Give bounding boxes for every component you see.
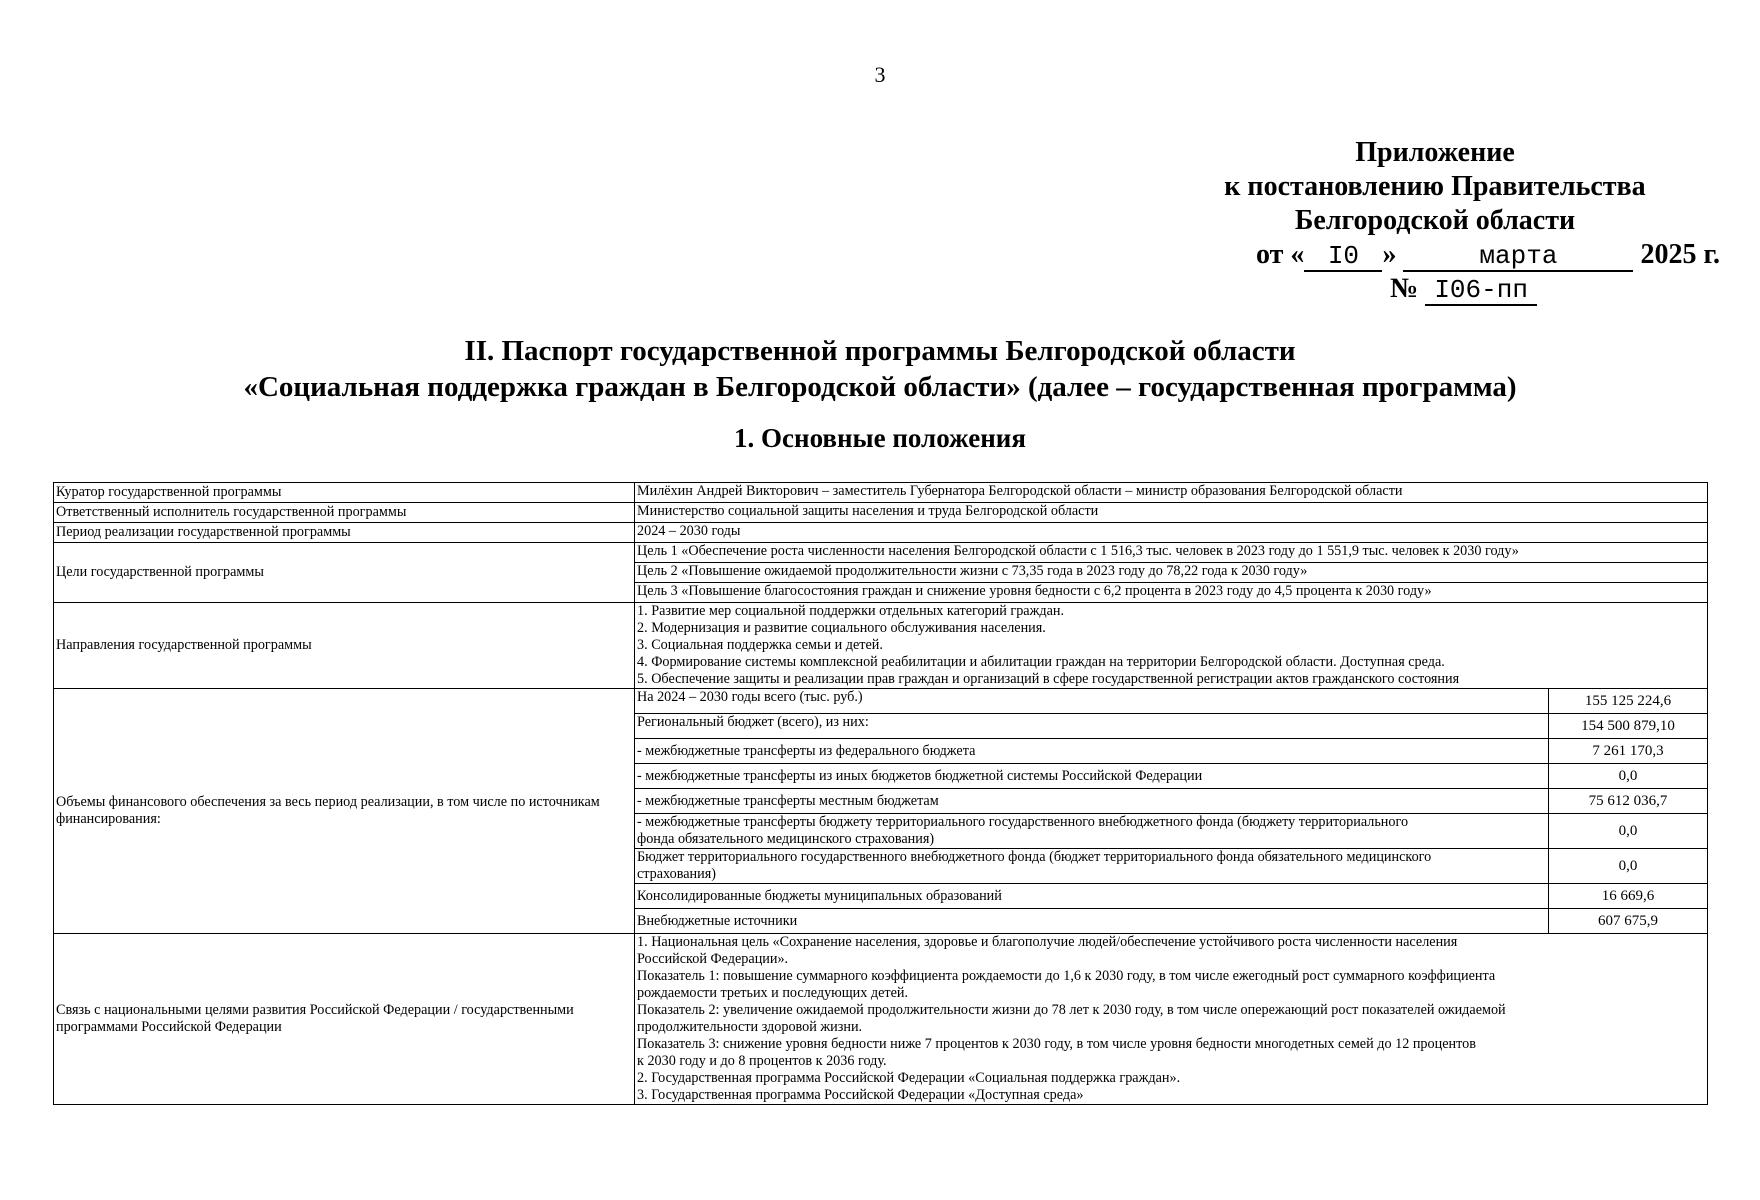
financing-amount: 0,0 [1549,814,1708,849]
period-value: 2024 – 2030 годы [635,523,1708,543]
national-line: Российской Федерации». [637,951,789,967]
curator-label: Куратор государственной программы [54,483,635,503]
financing-amount: 0,0 [1549,849,1708,884]
national-line: Показатель 2: увеличение ожидаемой продолжительности жизни до 78 лет к 2030 году, в том числе опережающий рост показателей ожидаемой [637,1002,1506,1018]
financing-amount: 607 675,9 [1549,909,1708,934]
financing-item-text: Бюджет территориального государственного внебюджетного фонда (бюджет территориального фонда обязательного медицинского страхования) [637,849,1432,882]
goals-label: Цели государственной программы [54,543,635,603]
national-line: продолжительности здоровой жизни. [637,1019,863,1035]
national-line: к 2030 году и до 8 процентов к 2036 году. [637,1053,887,1069]
goal-item: Цель 3 «Повышение благосостояния граждан и снижение уровня бедности с 6,2 процента в 2023 году до 4,5 процента к 2030 году» [635,583,1708,603]
financing-item [635,814,1549,849]
number-prefix: № [1390,273,1419,304]
executor-label: Ответственный исполнитель государственной программы [54,503,635,523]
national-line: рождаемости третьих и последующих детей. [637,985,909,1001]
number-value: I06-пп [1425,276,1537,306]
financing-item: Внебюджетные источники [635,909,1549,934]
national-label: Связь с национальными целями развития Российской Федерации / государственными программами Российской Федерации [54,934,635,1105]
national-value [635,934,1708,1105]
direction-item: 2. Модернизация и развитие социального обслуживания населения. [637,620,1046,636]
passport-table [53,482,1708,1105]
table-row-period [54,523,1708,543]
national-line: Показатель 3: снижение уровня бедности ниже 7 процентов к 2030 году, в том числе уровня бедности многодетных семей до 12 процентов [637,1036,1476,1052]
appendix-line-2: к постановлению Правительства [1224,171,1646,202]
heading-line-1: II. Паспорт государственной программы Белгородской области [464,335,1296,367]
financing-amount: 0,0 [1549,764,1708,789]
national-line: Показатель 1: повышение суммарного коэффициента рождаемости до 1,6 к 2030 году, в том числе ежегодный рост суммарного коэффициента [637,968,1496,984]
financing-item: - межбюджетные трансферты из федерального бюджета [635,739,1549,764]
financing-amount: 155 125 224,6 [1549,689,1708,714]
goal-item: Цель 2 «Повышение ожидаемой продолжительности жизни с 73,35 года в 2023 году до 78,22 года к 2030 году» [635,563,1708,583]
table-row-goal [54,543,1708,563]
appendix-number [1150,272,1720,306]
executor-value: Министерство социальной защиты населения и труда Белгородской области [635,503,1708,523]
financing-item: Консолидированные бюджеты муниципальных образований [635,884,1549,909]
direction-item: 3. Социальная поддержка семьи и детей. [637,637,883,653]
financing-item: - межбюджетные трансферты из иных бюджетов бюджетной системы Российской Федерации [635,764,1549,789]
financing-label: Объемы финансового обеспечения за весь период реализации, в том числе по источникам финансирования: [54,689,635,934]
financing-amount: 75 612 036,7 [1549,789,1708,814]
date-prefix: от « [1256,239,1305,270]
table-row-directions [54,603,1708,689]
financing-item-text: - межбюджетные трансферты бюджету территориального государственного внебюджетного фонда (бюджету территориального фонда обязательного медицинского страхования) [637,814,1409,847]
financing-item: На 2024 – 2030 годы всего (тыс. руб.) [635,689,1549,714]
national-line: 2. Государственная программа Российской Федерации «Социальная поддержка граждан». [637,1070,1181,1086]
direction-item: 1. Развитие мер социальной поддержки отдельных категорий граждан. [637,603,1065,619]
financing-amount: 7 261 170,3 [1549,739,1708,764]
national-line: 1. Национальная цель «Сохранение населения, здоровье и благополучие людей/обеспечение устойчивого роста численности населения [637,934,1458,950]
financing-item: Региональный бюджет (всего), из них: [635,714,1549,739]
national-line: 3. Государственная программа Российской Федерации «Доступная среда» [637,1087,1084,1103]
date-day: I0 [1304,242,1382,272]
period-label: Период реализации государственной программы [54,523,635,543]
directions-label: Направления государственной программы [54,603,635,689]
section-title: 1. Основные положения [734,423,1026,453]
financing-amount: 154 500 879,10 [1549,714,1708,739]
goal-item: Цель 1 «Обеспечение роста численности населения Белгородской области с 1 516,3 тыс. человек в 2023 году до 1 551,9 тыс. человек к 2030 году» [635,543,1708,563]
direction-item: 5. Обеспечение защиты и реализации прав граждан и организаций в сфере государственной регистрации актов гражданского состояния [637,671,1460,687]
appendix-date [1150,238,1720,272]
appendix-title: Приложение [1355,137,1515,168]
table-row-curator [54,483,1708,503]
appendix-block [1150,136,1720,306]
financing-item: - межбюджетные трансферты местным бюджетам [635,789,1549,814]
directions-value [635,603,1708,689]
financing-item [635,849,1549,884]
page-number: 3 [874,62,886,87]
date-month: марта [1403,242,1633,272]
appendix-line-3: Белгородской области [1294,205,1576,236]
heading-line-2: «Социальная поддержка граждан в Белгородской области» (далее – государственная программа) [243,371,1517,403]
direction-item: 4. Формирование системы комплексной реабилитации и абилитации граждан на территории Белгородской области. Доступная среда. [637,654,1445,670]
table-row-national [54,934,1708,1105]
table-row-executor [54,503,1708,523]
table-row-financing [54,689,1708,714]
document-heading [0,333,1760,405]
financing-amount: 16 669,6 [1549,884,1708,909]
date-year: 2025 г. [1640,239,1720,270]
date-mid: » [1382,239,1397,270]
curator-value: Милёхин Андрей Викторович – заместитель Губернатора Белгородской области – министр образования Белгородской области [635,483,1708,503]
